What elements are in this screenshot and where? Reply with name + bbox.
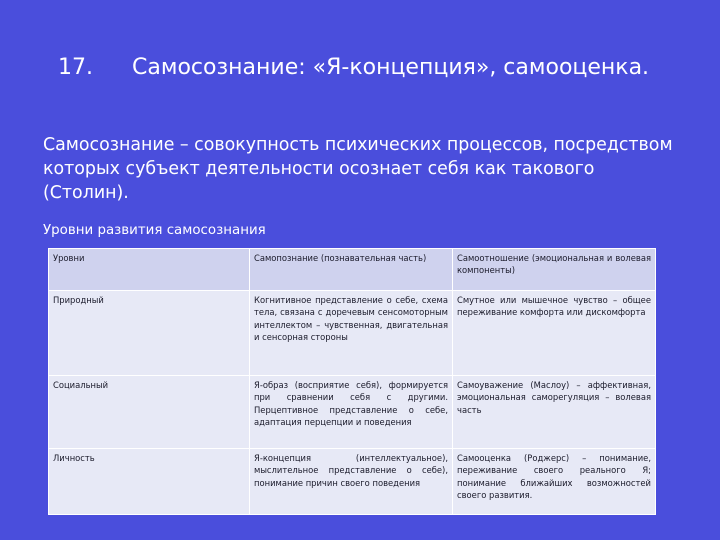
slide-number: 17.: [58, 55, 93, 80]
header-self-knowledge: Самопознание (познавательная часть): [250, 249, 453, 291]
header-levels: Уровни: [49, 249, 250, 291]
self-knowledge-cell: Я-образ (восприятие себя), формируется при сравнении себя с другими. Перцептивное представление о себе, адаптация перцепции и поведения: [250, 376, 453, 449]
self-knowledge-cell: Я-концепция (интеллектуальное), мыслительное представление о себе), понимание причин своего поведения: [250, 449, 453, 515]
table-row: [49, 376, 656, 449]
self-knowledge-cell: Когнитивное представление о себе, схема тела, связана с доречевым сенсомоторным интеллектом – чувственная, двигательная и сенсорная стороны: [250, 291, 453, 376]
level-name: Личность: [49, 449, 250, 515]
table-row: [49, 291, 656, 376]
table-header-row: [49, 249, 656, 291]
slide-title-text: Самосознание: «Я-концепция», самооценка.: [132, 55, 650, 80]
level-name: Социальный: [49, 376, 250, 449]
slide-title: [58, 52, 708, 84]
self-attitude-cell: Самооценка (Роджерс) – понимание, переживание своего реального Я; понимание ближайших возможностей своего развития.: [453, 449, 656, 515]
self-attitude-cell: Смутное или мышечное чувство – общее переживание комфорта или дискомфорта: [453, 291, 656, 376]
table-row: [49, 449, 656, 515]
header-self-attitude: Самоотношение (эмоциональная и волевая компоненты): [453, 249, 656, 291]
level-name: Природный: [49, 291, 250, 376]
levels-table: [48, 248, 656, 515]
levels-caption: Уровни развития самосознания: [43, 223, 266, 238]
self-attitude-cell: Самоуважение (Маслоу) – аффективная, эмоциональная саморегуляция – волевая часть: [453, 376, 656, 449]
definition-text: Самосознание – совокупность психических процессов, посредством которых субъект деятельности осознает себя как такового (Столин).: [43, 135, 673, 203]
